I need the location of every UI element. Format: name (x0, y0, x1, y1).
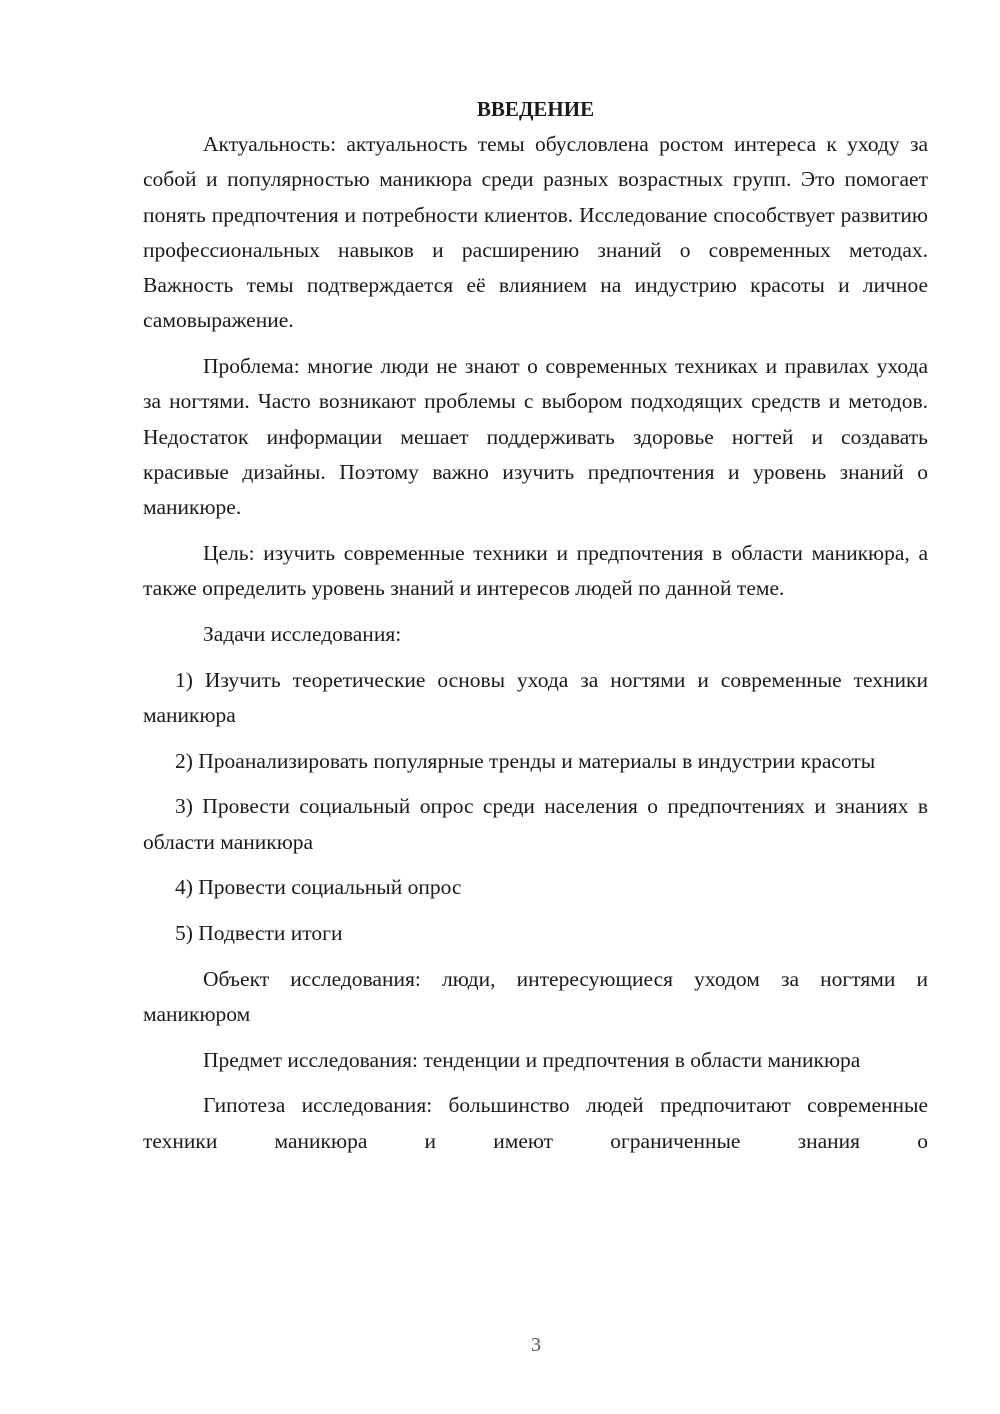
document-page (143, 92, 928, 1169)
problem-paragraph: Проблема: многие люди не знают о современных техниках и правилах ухода за ногтями. Часто возникают проблемы с выбором подходящих средств и методов. Недостаток информации мешает поддерживать здоровье ногтей и создавать красивые дизайны. Поэтому важно изучить предпочтения и уровень знаний о маникюре. (143, 354, 928, 520)
task-item-4: 4) Провести социальный опрос (175, 875, 462, 900)
goal-paragraph: Цель: изучить современные техники и предпочтения в области маникюра, а также определить уровень знаний и интересов людей по данной теме. (143, 541, 928, 601)
subject-paragraph: Предмет исследования: тенденции и предпочтения в области маникюра (203, 1047, 861, 1072)
task-item-1: 1) Изучить теоретические основы ухода за ногтями и современные техники маникюра (143, 667, 928, 728)
hypothesis-paragraph: Гипотеза исследования: большинство людей предпочитают современные техники маникюра и имеют ограниченные знания о (143, 1093, 928, 1153)
tasks-heading: Задачи исследования: (203, 622, 402, 647)
task-item-5: 5) Подвести итоги (175, 921, 343, 946)
task-item-2: 2) Проанализировать популярные тренды и материалы в индустрии красоты (175, 748, 876, 773)
page-number: 3 (531, 1334, 541, 1356)
page-title: ВВЕДЕНИЕ (476, 97, 595, 121)
relevance-paragraph: Актуальность: актуальность темы обусловлена ростом интереса к уходу за собой и популярностью маникюра среди разных возрастных групп. Это помогает понять предпочтения и потребности клиентов. Исследование способствует развитию профессиональных навыков и расширению знаний о современных методах. Важность темы подтверждается её влиянием на индустрию красоты и личное самовыражение. (143, 132, 928, 333)
object-paragraph: Объект исследования: люди, интересующиеся уходом за ногтями и маникюром (143, 966, 928, 1027)
task-item-3: 3) Провести социальный опрос среди населения о предпочтениях и знаниях в области маникюра (143, 794, 928, 854)
